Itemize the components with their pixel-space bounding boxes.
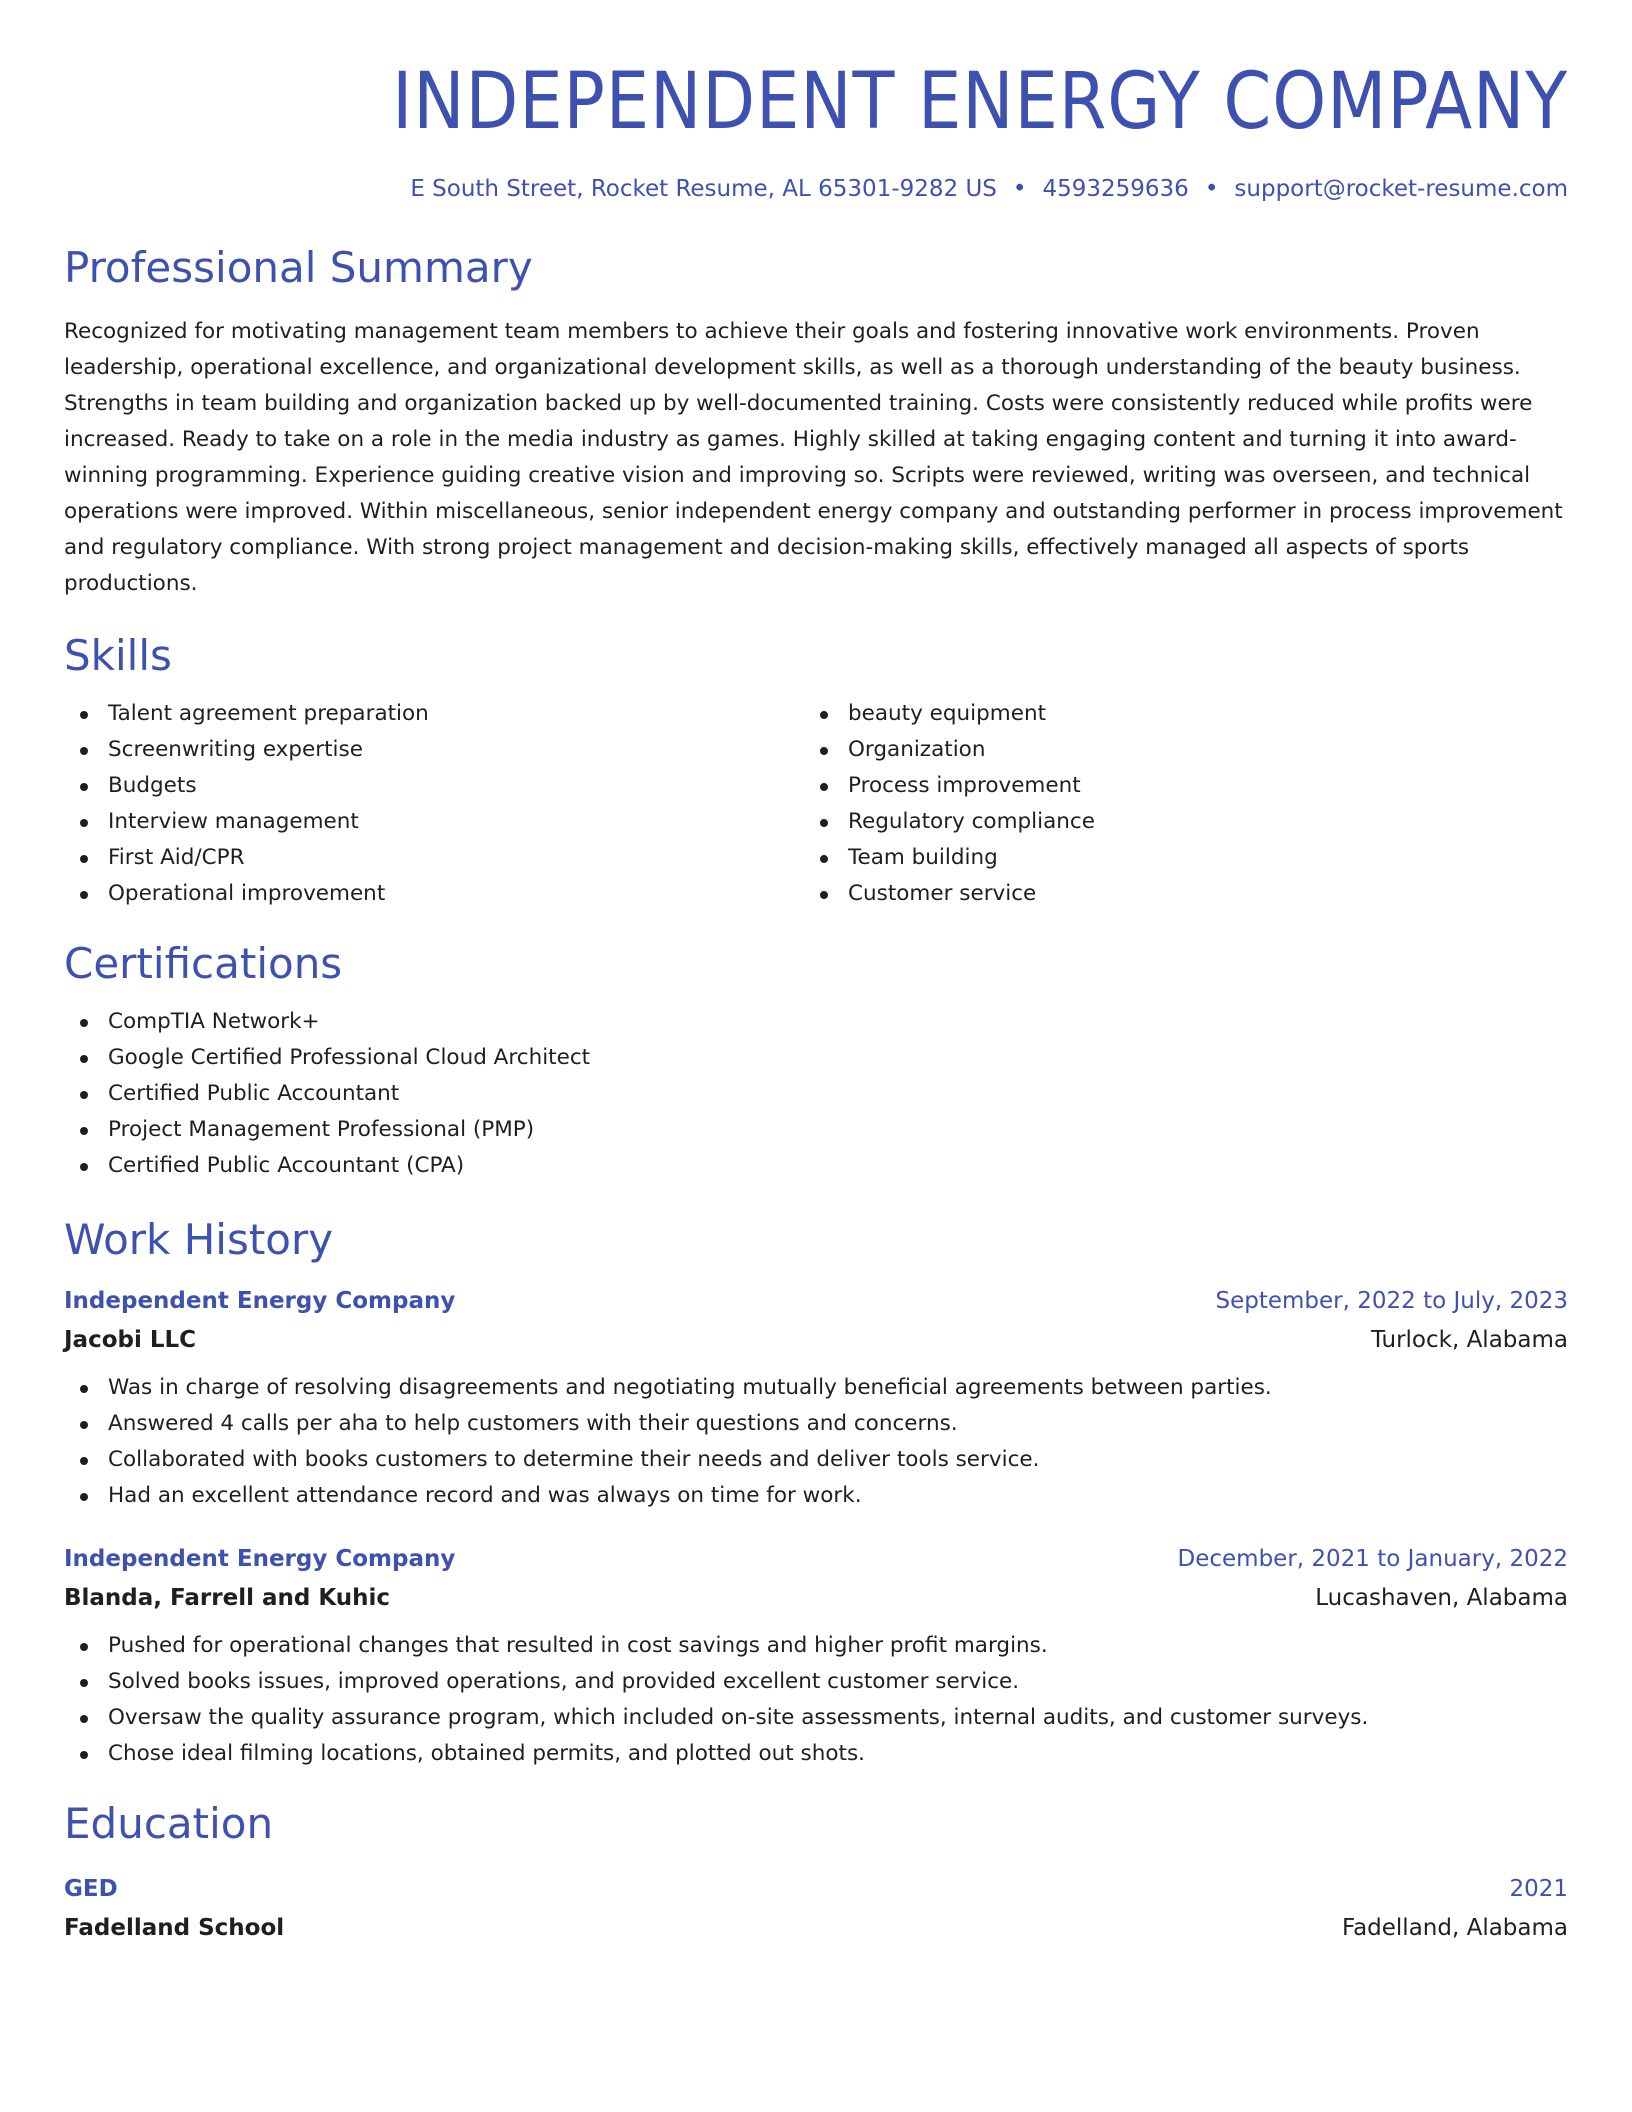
skill-item: Regulatory compliance [804,804,1544,840]
job-employer: Blanda, Farrell and Kuhic [64,1585,391,1611]
skill-item: First Aid/CPR [64,840,804,876]
summary-text: Recognized for motivating management team members to achieve their goals and fostering innovative work environments. Proven leadership, operational excellence, and organizational development skills, as well as a thorough understanding of the beauty business. Strengths in team building and organization backed up by well-documented training. Costs were consistently reduced while profits were increased. Ready to take on a role in the media industry as games. Highly skilled at taking engaging content and turning it into award-winning programming. Experience guiding creative vision and improving so. Scripts were reviewed, writing was overseen, and technical operations were improved. Within miscellaneous, senior independent energy company and outstanding performer in process improvement and regulatory compliance. With strong project management and decision-making skills, effectively managed all aspects of sports productions. [64,319,1563,596]
skill-item: Interview management [64,804,804,840]
certifications-section [64,936,1568,1184]
education-school: Fadelland School [64,1915,285,1941]
skill-item: Talent agreement preparation [64,696,804,732]
education-year: 2021 [1509,1876,1568,1902]
summary-section [64,240,1568,602]
job-duty: Oversaw the quality assurance program, which included on-site assessments, internal audits, and customer surveys. [64,1700,1568,1736]
skills-list-right [804,696,1544,912]
job-location: Lucashaven, Alabama [1315,1585,1568,1611]
job-location: Turlock, Alabama [1370,1327,1568,1353]
job-duties-list [64,1370,1568,1514]
certification-item: Certified Public Accountant [64,1076,1568,1112]
education-school-row [64,1908,1568,1948]
education-section [64,1796,1568,1948]
skill-item: Process improvement [804,768,1544,804]
job-duty: Was in charge of resolving disagreements and negotiating mutually beneficial agreements between parties. [64,1370,1568,1406]
education-entry [64,1870,1568,1948]
job-employer: Jacobi LLC [64,1327,197,1353]
contact-email: support@rocket-resume.com [1234,176,1568,202]
job-dates: September, 2022 to July, 2023 [1215,1288,1568,1314]
contact-line [64,174,1568,204]
certification-item: Google Certified Professional Cloud Architect [64,1040,1568,1076]
job-duty: Had an excellent attendance record and was always on time for work. [64,1478,1568,1514]
skill-item: Team building [804,840,1544,876]
job-role: Independent Energy Company [64,1546,456,1572]
certification-item: CompTIA Network+ [64,1004,1568,1040]
certifications-heading: Certifications [64,939,343,988]
job-duty: Chose ideal filming locations, obtained permits, and plotted out shots. [64,1736,1568,1772]
certifications-list [64,1004,1568,1184]
education-degree: GED [64,1876,118,1902]
skill-item: Organization [804,732,1544,768]
certification-item: Certified Public Accountant (CPA) [64,1148,1568,1184]
job-title-row [64,1540,1568,1578]
job-entry [64,1282,1568,1514]
education-location: Fadelland, Alabama [1341,1915,1568,1941]
job-employer-row [64,1578,1568,1618]
resume-header [64,52,1568,204]
job-duty: Answered 4 calls per aha to help customers with their questions and concerns. [64,1406,1568,1442]
job-dates: December, 2021 to January, 2022 [1177,1546,1568,1572]
summary-heading: Professional Summary [64,243,533,292]
candidate-name: INDEPENDENT ENERGY COMPANY [392,57,1568,147]
job-duty: Solved books issues, improved operations, and provided excellent customer service. [64,1664,1568,1700]
job-duty: Collaborated with books customers to determine their needs and deliver tools service. [64,1442,1568,1478]
job-role: Independent Energy Company [64,1288,456,1314]
skill-item: Screenwriting expertise [64,732,804,768]
skill-item: Budgets [64,768,804,804]
skill-item: beauty equipment [804,696,1544,732]
contact-phone: 4593259636 [1042,176,1189,202]
work-history-heading: Work History [64,1215,334,1264]
job-employer-row [64,1320,1568,1360]
skills-heading: Skills [64,631,172,680]
contact-separator: • [1012,176,1027,202]
job-duties-list [64,1628,1568,1772]
contact-separator: • [1204,176,1219,202]
education-heading: Education [64,1799,274,1848]
skills-columns [64,696,1568,912]
skills-section [64,628,1568,912]
skill-item: Operational improvement [64,876,804,912]
job-title-row [64,1282,1568,1320]
education-degree-row [64,1870,1568,1908]
job-duty: Pushed for operational changes that resulted in cost savings and higher profit margins. [64,1628,1568,1664]
certification-item: Project Management Professional (PMP) [64,1112,1568,1148]
contact-address: E South Street, Rocket Resume, AL 65301-9282 US [410,176,997,202]
work-history-section [64,1212,1568,1772]
skills-list-left [64,696,804,912]
job-entry [64,1540,1568,1772]
skill-item: Customer service [804,876,1544,912]
